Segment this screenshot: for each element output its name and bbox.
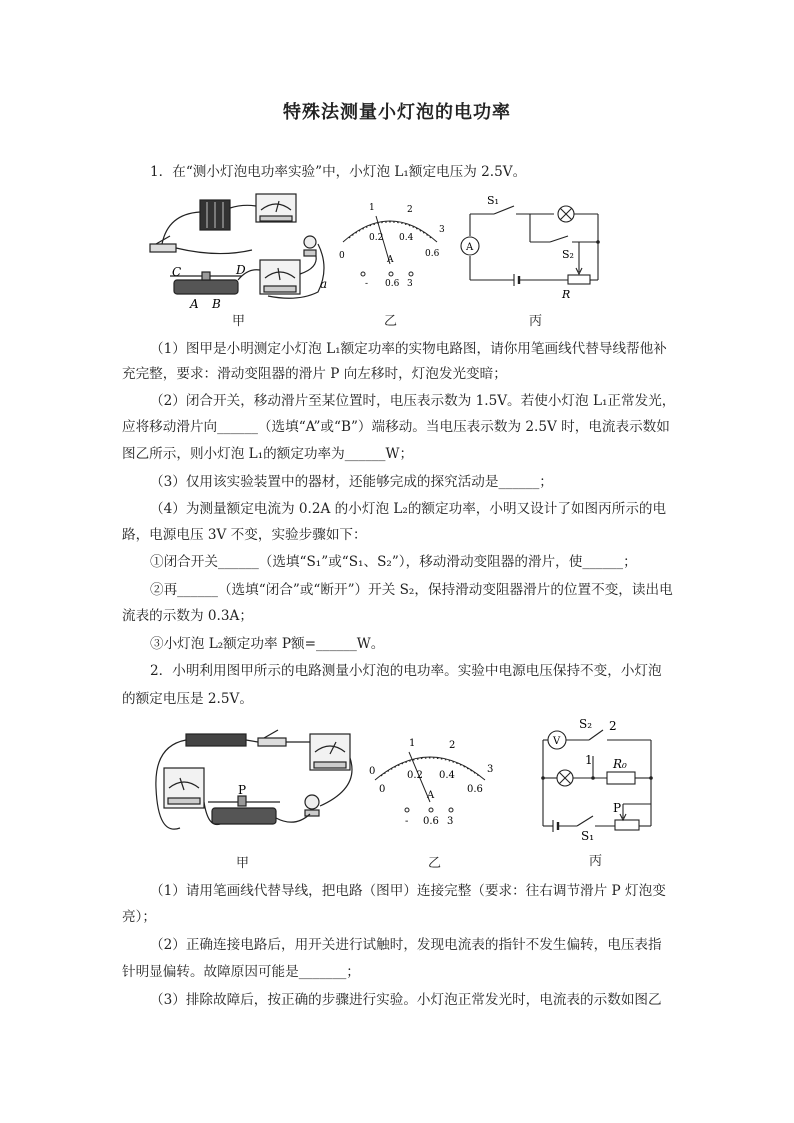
label-1: 1 bbox=[585, 753, 593, 767]
label-p: P bbox=[613, 801, 622, 815]
switch-s1 bbox=[494, 206, 514, 214]
label-s2: S₂ bbox=[562, 248, 574, 261]
q2-scale-arc bbox=[375, 757, 485, 780]
scale-b-0: 0 bbox=[379, 784, 386, 795]
q2-line: 针明显偏转。故障原因可能是_______； bbox=[122, 964, 360, 980]
q1-line: （2）闭合开关，移动滑片至某位置时，电压表示数为 1.5V。若使小灯泡 L₁正常发光， bbox=[150, 393, 676, 409]
label-s1: S₁ bbox=[487, 194, 499, 207]
scale-b-0.6: 0.6 bbox=[467, 784, 483, 795]
scale-b-0.4: 0.4 bbox=[439, 770, 455, 781]
q1-figure-bing bbox=[458, 192, 608, 304]
q1-figure-yi bbox=[335, 200, 445, 292]
terminal-minus: - bbox=[365, 279, 369, 289]
q1-line: 流表的示数为 0.3A； bbox=[122, 608, 253, 624]
terminal-0.6: 0.6 bbox=[423, 816, 439, 827]
q1-caption-jia: 甲 bbox=[232, 314, 246, 329]
scale-b-0.4: 0.4 bbox=[399, 233, 414, 243]
q1-line: （1）图甲是小明测定小灯泡 L₁额定功率的实物电路图，请你用笔画线代替导线帮他补 bbox=[150, 341, 667, 357]
q1-lamp bbox=[304, 236, 316, 248]
q1-intro: 1．在“测小灯泡电功率实验”中，小灯泡 L₁额定电压为 2.5V。 bbox=[150, 164, 527, 180]
scale-t-0: 0 bbox=[369, 766, 376, 777]
label-s1: S₁ bbox=[581, 829, 595, 843]
rheostat-symbol bbox=[615, 820, 639, 830]
scale-b-0: 0 bbox=[339, 251, 345, 261]
switch-s1 bbox=[577, 816, 593, 826]
terminal-minus: - bbox=[405, 816, 409, 827]
q2-line: （3）排除故障后，按正确的步骤进行实验。小灯泡正常发光时，电流表的示数如图乙 bbox=[150, 992, 662, 1008]
scale-t-3: 3 bbox=[439, 225, 445, 235]
q1-line: 应将移动滑片向______（选填“A”或“B”）端移动。当电压表示数为 2.5V 时，电流表示数如 bbox=[122, 419, 670, 435]
label-voltmeter: V bbox=[553, 736, 561, 747]
label-2: 2 bbox=[609, 719, 617, 733]
q1-figure-jia bbox=[148, 188, 338, 308]
scale-t-1: 1 bbox=[369, 203, 375, 213]
q1-line: （4）为测量额定电流为 0.2A 的小灯泡 L₂的额定功率，小明又设计了如图丙所示的电 bbox=[150, 501, 667, 517]
q2-intro: 2．小明利用图甲所示的电路测量小灯泡的电功率。实验中电源电压保持不变，小灯泡 bbox=[150, 663, 662, 679]
q2-switch bbox=[258, 738, 286, 746]
scale-unit: A bbox=[427, 790, 435, 801]
label-a: A bbox=[190, 297, 199, 308]
page-title: 特殊法测量小灯泡的电功率 bbox=[283, 102, 511, 123]
terminal-0.6: 0.6 bbox=[385, 279, 400, 289]
label-wire-a: a bbox=[320, 277, 328, 291]
q1-switch bbox=[150, 244, 176, 252]
q1-line: 路，电源电压 3V 不变，实验步骤如下： bbox=[122, 527, 367, 543]
q2-line: （1）请用笔画线代替导线，把电路（图甲）连接完整（要求：往右调节滑片 P 灯泡变 bbox=[150, 883, 666, 899]
q1-line: 充完整，要求：滑动变阻器的滑片 P 向左移时，灯泡发光变暗； bbox=[122, 366, 507, 382]
q1-line: ①闭合开关______（选填“S₁”或“S₁、S₂”），移动滑动变阻器的滑片，使______； bbox=[150, 554, 637, 570]
q2-caption-bing: 丙 bbox=[589, 854, 603, 869]
q2-line: 亮）； bbox=[122, 909, 156, 925]
switch-s2 bbox=[589, 730, 603, 740]
q1-line: ②再______（选填“闭合”或“断开”）开关 S₂，保持滑动变阻器滑片的位置不变，读出电 bbox=[150, 582, 673, 598]
scale-t-1: 1 bbox=[409, 738, 416, 749]
q1-caption-yi: 乙 bbox=[384, 314, 398, 329]
terminal-3: 3 bbox=[447, 816, 454, 827]
label-b: B bbox=[212, 297, 221, 308]
scale-t-3: 3 bbox=[487, 764, 494, 775]
q1-caption-bing: 丙 bbox=[529, 314, 543, 329]
q1-scale-arc bbox=[343, 221, 437, 242]
q2-figure-bing bbox=[535, 716, 660, 844]
q2-lamp bbox=[305, 795, 319, 809]
scale-b-0.6: 0.6 bbox=[425, 249, 440, 259]
rheostat-symbol bbox=[568, 275, 590, 284]
q2-label-p: P bbox=[238, 783, 247, 797]
label-s2: S₂ bbox=[579, 717, 593, 731]
q2-caption-jia: 甲 bbox=[236, 856, 250, 871]
label-c: C bbox=[172, 265, 182, 279]
scale-b-0.2: 0.2 bbox=[369, 233, 384, 243]
r0-symbol bbox=[607, 772, 635, 784]
q2-figure-jia bbox=[150, 728, 360, 846]
q2-line: （2）正确连接电路后，用开关进行试触时，发现电流表的指针不发生偏转，电压表指 bbox=[150, 937, 662, 953]
q1-rheostat bbox=[174, 280, 238, 294]
q1-line: ③小灯泡 L₂额定功率 P额=______W。 bbox=[150, 636, 385, 652]
label-r: R bbox=[562, 288, 571, 301]
label-r0: R₀ bbox=[613, 757, 627, 771]
scale-b-0.2: 0.2 bbox=[407, 770, 423, 781]
label-ammeter: A bbox=[466, 242, 474, 253]
terminal-3: 3 bbox=[407, 279, 413, 289]
q2-figure-yi bbox=[365, 736, 495, 832]
scale-t-2: 2 bbox=[449, 740, 456, 751]
q2-rheostat bbox=[212, 808, 276, 824]
switch-s2 bbox=[550, 236, 568, 242]
scale-t-2: 2 bbox=[407, 205, 413, 215]
scale-unit: A bbox=[387, 255, 394, 265]
q2-caption-yi: 乙 bbox=[428, 856, 442, 871]
q1-line: 图乙所示，则小灯泡 L₁的额定功率为______W； bbox=[122, 446, 414, 462]
q1-line: （3）仅用该实验装置中的器材，还能够完成的探究活动是______； bbox=[150, 474, 553, 490]
q2-intro: 的额定电压是 2.5V。 bbox=[122, 691, 253, 707]
label-d: D bbox=[236, 263, 246, 277]
q2-battery-pack bbox=[186, 734, 246, 746]
